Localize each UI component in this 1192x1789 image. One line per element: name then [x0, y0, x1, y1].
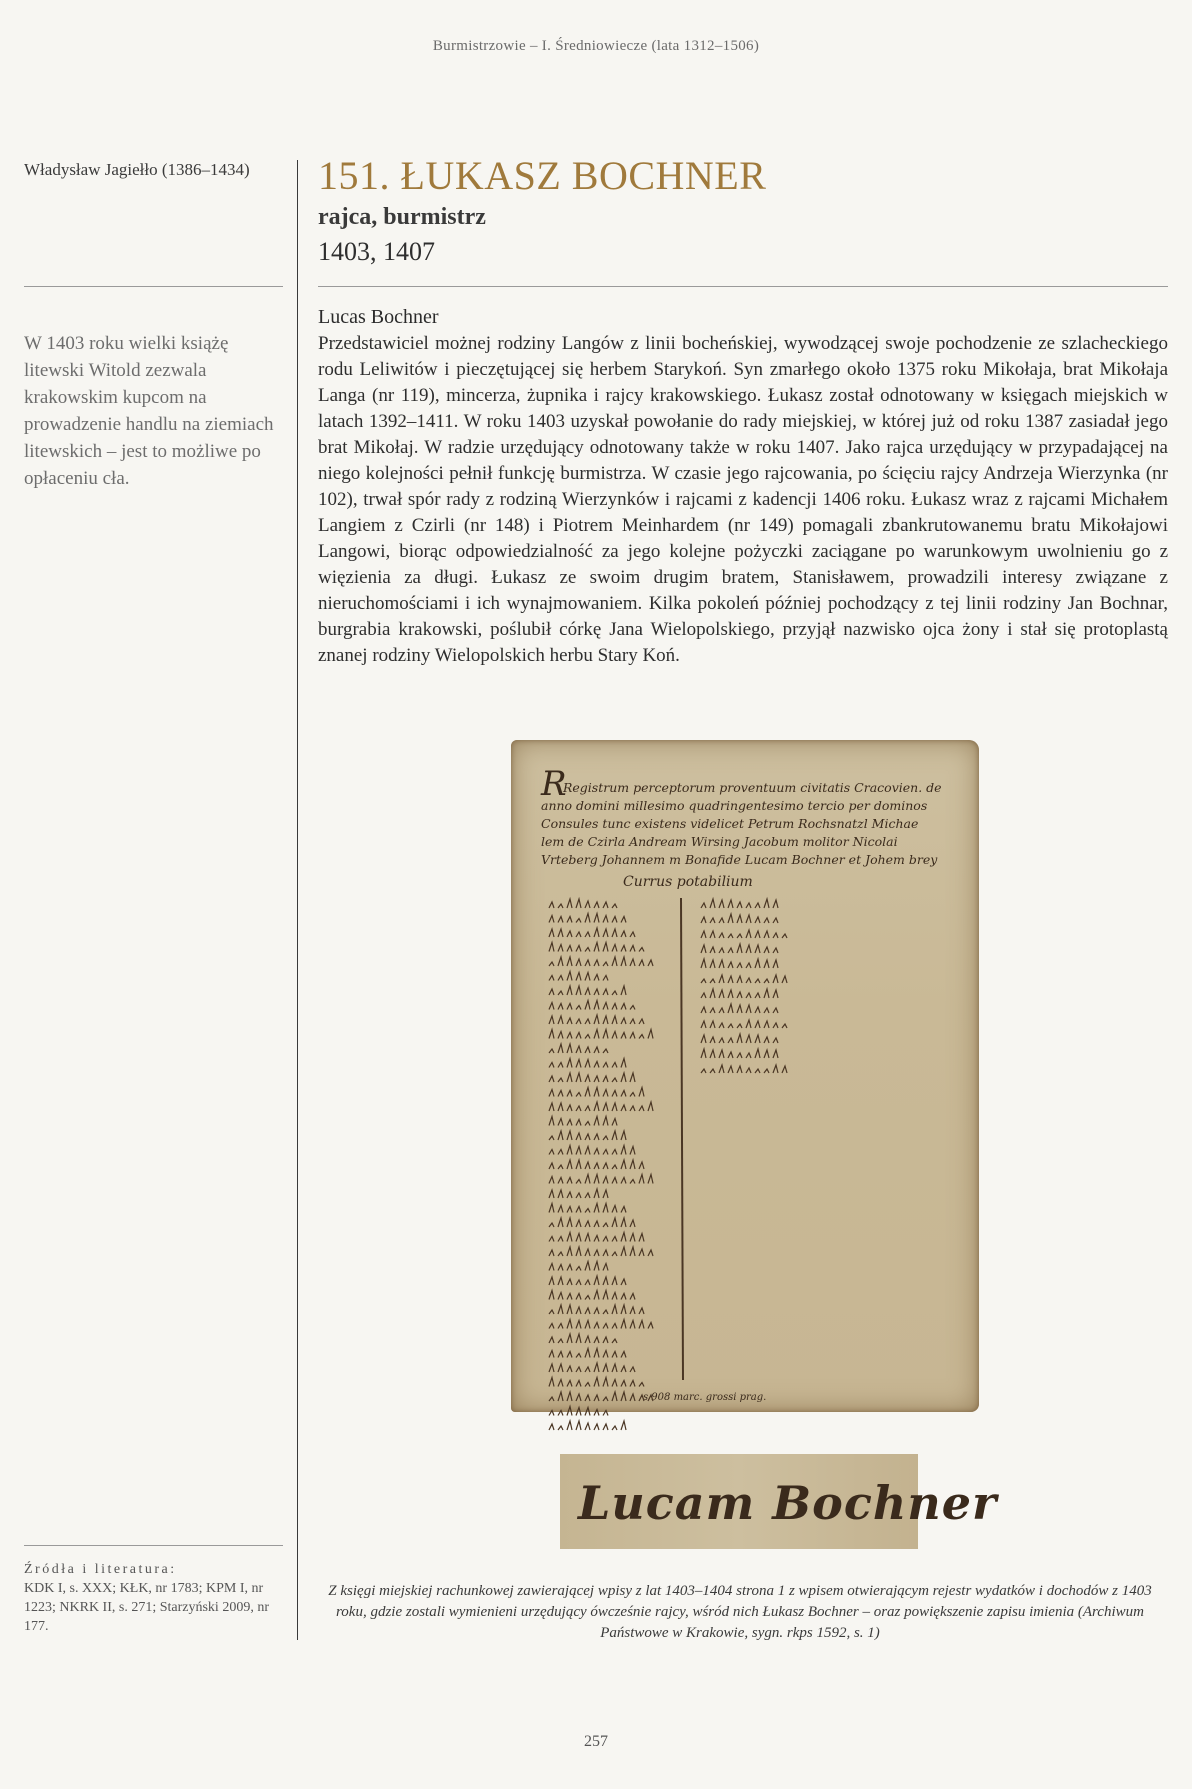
manuscript-stroke	[549, 1392, 657, 1401]
manuscript-stroke	[549, 1247, 657, 1256]
sidebar-note: W 1403 roku wielki książę litewski Witold zezwala krakowskim kupcom na prowadzenie handlu na ziemiach litewskich – jest to możliwe po opłaceniu cła.	[24, 333, 274, 489]
manuscript-stroke	[549, 928, 639, 937]
manuscript-stroke	[549, 1001, 639, 1010]
manuscript-stroke	[549, 914, 630, 923]
manuscript-stroke	[549, 1363, 639, 1372]
manuscript-stroke	[701, 914, 782, 923]
manuscript-stroke	[681, 898, 683, 1380]
manuscript-stroke	[549, 1175, 657, 1184]
manuscript-stroke	[549, 1407, 612, 1416]
manuscript-stroke	[549, 1291, 639, 1300]
manuscript-stroke	[701, 899, 782, 908]
manuscript-stroke	[549, 1421, 630, 1430]
manuscript-stroke	[549, 1189, 612, 1198]
manuscript-stroke	[549, 1276, 630, 1285]
manuscript-stroke	[701, 1034, 782, 1043]
manuscript-line-4: lem de Czirla Andream Wirsing Jacobum molitor Nicolai	[541, 834, 898, 849]
manuscript-line-1: Registrum perceptorum proventuum civitatis Cracovien. de	[563, 780, 942, 795]
column-rule	[297, 160, 298, 1640]
manuscript-stroke	[701, 944, 782, 953]
manuscript-stroke	[549, 1334, 621, 1343]
manuscript-stroke	[549, 1218, 639, 1227]
manuscript-stroke	[701, 975, 791, 983]
manuscript-initial: R	[541, 764, 567, 804]
manuscript-line-3: Consules tunc existens videlicet Petrum Rochsnatzl Michae	[541, 816, 919, 831]
manuscript-line-5: Vrteberg Johannem m Bonafide Lucam Bochner et Johem brey	[541, 852, 938, 867]
manuscript-stroke	[549, 1073, 639, 1082]
manuscript-stroke	[549, 1160, 648, 1169]
manuscript-heading: Currus potabilium	[623, 874, 753, 890]
biography-text: Przedstawiciel możnej rodziny Langów z linii bocheńskiej, wywodzącej swoje pochodzenie ze szlacheckiego rodu Leliwitów i pieczętującej się herbem Starykoń. Syn zmarłego około 1375 roku Mikołaja, brat Mikołaja Langa (nr 119), mincerza, żupnika i rajcy krakowskiego. Łukasz został odnotowany w księgach miejskich w latach 1392–1411. W roku 1403 uzyskał powołanie do rady miejskiej, w której już od roku 1387 zasiadał jego brat Mikołaj. W radzie urzędujący odnotowany także w roku 1407. Jako rajca urzędujący w przypadającej na niego kolejności pełnił funkcję burmistrza. W czasie jego rajcowania, po ścięciu rajcy Andrzeja Wierzynka (nr 102), trwał spór rady z rodziną Wierzynków i rajcami z kadencji 1406 roku. Łukasz wraz z rajcami Michałem Langiem z Czirli (nr 148) i Piotrem Meinhardem (nr 149) pomagali zbankrutowanemu bratu Mikołajowi Langowi, biorąc odpowiedzialność za jego kolejne pożyczki zaciągane po warunkowym uwolnieniu go z więzienia za długi. Łukasz ze swoim drugim bratem, Stanisławem, prowadzili interesy związane z nieruchomościami i ich wynajmowaniem. Kilka pokoleń później pochodzący z tej linii rodziny Jan Bochnar, burgrabia krakowski, poślubił córkę Jana Wielopolskiego, przyjął nazwisko ojca żony i stał się protoplastą znanej rodziny Wielopolskich herbu Stary Koń.	[318, 333, 1168, 666]
manuscript-stroke	[549, 1117, 621, 1126]
page-number: 257	[584, 1733, 608, 1750]
latin-name: Lucas Bochner	[318, 306, 439, 328]
manuscript-stroke	[701, 1049, 782, 1058]
manuscript-stroke	[549, 1320, 657, 1329]
manuscript-stroke	[549, 1088, 648, 1097]
sidebar-divider	[24, 286, 283, 287]
entry-role: rajca, burmistrz	[318, 204, 486, 230]
manuscript-stroke	[701, 1065, 791, 1073]
manuscript-stroke	[549, 1233, 648, 1242]
manuscript-stroke	[549, 1030, 657, 1039]
manuscript-ink	[511, 740, 979, 1412]
figure-caption: Z księgi miejskiej rachunkowej zawierającej wpisy z lat 1403–1404 strona 1 z wpisem otwierającym rejestr wydatków i dochodów z 1403 roku, gdzie zostali wymienieni urzędujący ówcześnie rajcy, wśród nich Łukasz Bochner – oraz powiększenie zapisu imienia (Archiwum Państwowe w Krakowie, sygn. rkps 1592, s. 1)	[328, 1583, 1152, 1641]
manuscript-image	[511, 740, 979, 1412]
manuscript-stroke	[701, 959, 782, 968]
manuscript-line-2: anno domini millesimo quadringentesimo tercio per dominos	[541, 798, 928, 813]
manuscript-stroke	[549, 957, 657, 966]
manuscript-stroke	[701, 930, 791, 938]
manuscript-stroke	[701, 1004, 782, 1013]
manuscript-stroke	[549, 1378, 648, 1387]
manuscript-stroke	[549, 1349, 630, 1358]
signature-text: Lucam Bochner	[578, 1476, 998, 1530]
sources-block	[24, 1560, 284, 1636]
manuscript-stroke	[549, 1059, 630, 1068]
sources-divider	[24, 1545, 283, 1546]
manuscript-stroke	[549, 899, 621, 908]
manuscript-entries	[549, 898, 791, 1430]
sources-text: KDK I, s. XXX; KŁK, nr 1783; KPM I, nr 1223; NKRK II, s. 271; Starzyński 2009, nr 177.	[24, 1581, 269, 1634]
manuscript-stroke	[549, 1146, 639, 1155]
reign-label: Władysław Jagiełło (1386–1434)	[24, 160, 250, 179]
title-divider	[318, 286, 1168, 287]
manuscript-stroke	[549, 1262, 612, 1271]
manuscript-stroke	[701, 1020, 791, 1028]
manuscript-stroke	[549, 943, 648, 952]
manuscript-stroke	[549, 1204, 630, 1213]
manuscript-stroke	[549, 1015, 648, 1024]
sources-label: Źródła i literatura:	[24, 1562, 177, 1577]
manuscript-stroke	[549, 1102, 657, 1111]
manuscript-stroke	[549, 986, 630, 995]
manuscript-stroke	[549, 972, 612, 981]
manuscript-stroke	[549, 1131, 630, 1140]
manuscript-stroke	[549, 1044, 612, 1053]
manuscript-stroke	[701, 989, 782, 998]
entry-years: 1403, 1407	[318, 237, 435, 266]
manuscript-footer: s 908 marc. grossi prag.	[643, 1392, 767, 1403]
signature-detail	[560, 1454, 998, 1549]
manuscript-stroke	[549, 1305, 648, 1314]
entry-title: 151. ŁUKASZ BOCHNER	[318, 153, 767, 198]
running-header: Burmistrzowie – I. Średniowiecze (lata 1312–1506)	[432, 38, 760, 54]
